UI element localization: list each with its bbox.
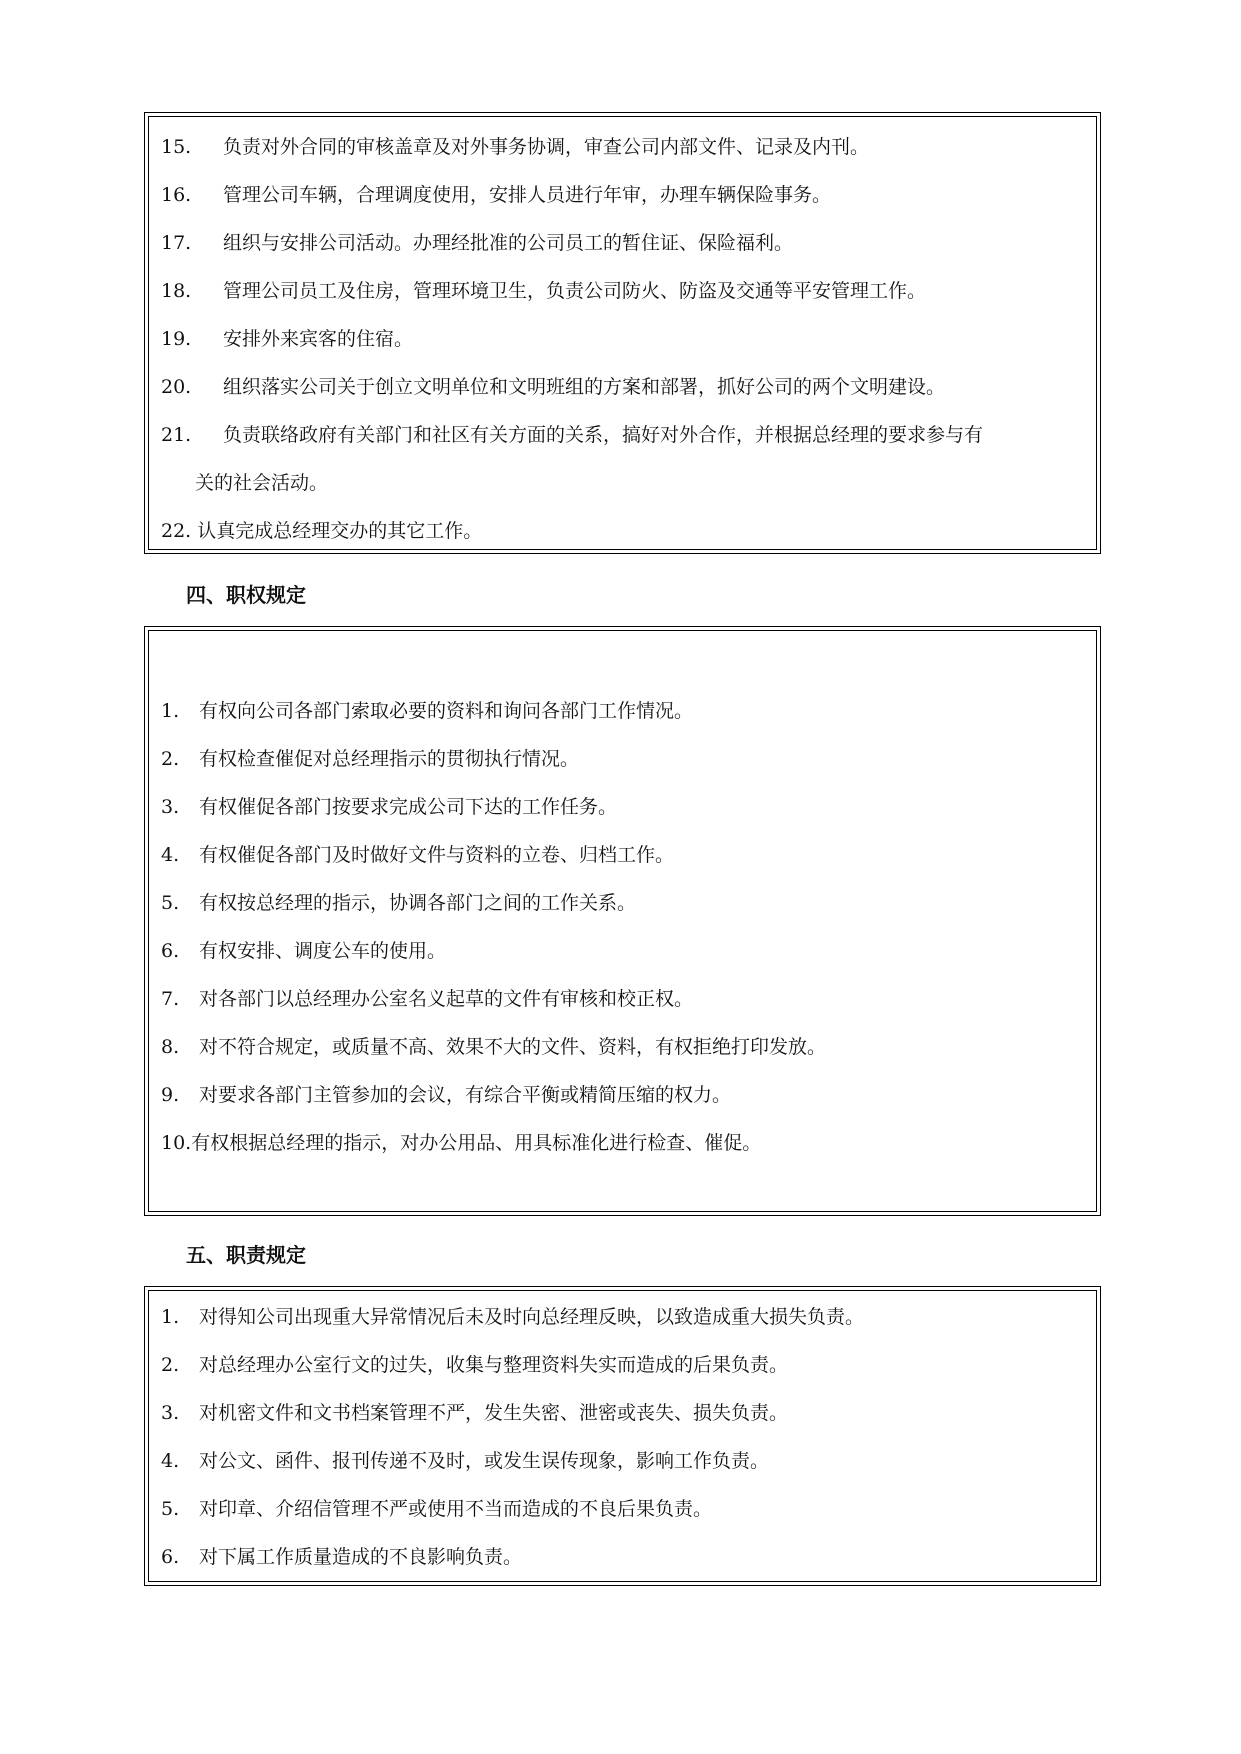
list-item <box>161 783 1088 831</box>
list-item <box>161 687 1088 735</box>
item-text: 管理公司车辆，合理调度使用，安排人员进行年审，办理车辆保险事务。 <box>223 184 832 206</box>
item-text: 对要求各部门主管参加的会议，有综合平衡或精简压缩的权力。 <box>199 1084 732 1106</box>
item-number: 17. <box>161 232 192 254</box>
list-item <box>161 831 1088 879</box>
item-text: 有权根据总经理的指示，对办公用品、用具标准化进行检查、催促。 <box>191 1132 762 1154</box>
item-text: 对各部门以总经理办公室名义起草的文件有审核和校正权。 <box>199 988 694 1010</box>
item-number: 6. <box>161 1546 180 1568</box>
item-text: 负责对外合同的审核盖章及对外事务协调，审查公司内部文件、记录及内刊。 <box>223 136 870 158</box>
list-item <box>161 315 1088 363</box>
item-number: 2. <box>161 1354 180 1376</box>
list-item <box>161 975 1088 1023</box>
item-number: 9. <box>161 1084 180 1106</box>
item-number: 5. <box>161 892 180 914</box>
list-item <box>161 1437 1088 1485</box>
list-item <box>161 1071 1088 1119</box>
list-item <box>161 1485 1088 1533</box>
list-item <box>161 1533 1088 1581</box>
item-number: 2. <box>161 748 180 770</box>
item-number: 21. <box>161 424 192 446</box>
section-heading-responsibility: 五、职责规定 <box>186 1243 306 1267</box>
list-item <box>161 1293 1088 1341</box>
list-item-continuation <box>195 459 1088 507</box>
list-item <box>161 735 1088 783</box>
item-number: 1. <box>161 1306 180 1328</box>
item-text: 对机密文件和文书档案管理不严，发生失密、泄密或丧失、损失负责。 <box>199 1402 789 1424</box>
item-text: 组织与安排公司活动。办理经批准的公司员工的暂住证、保险福利。 <box>223 232 794 254</box>
item-number: 18. <box>161 280 192 302</box>
item-text: 对总经理办公室行文的过失，收集与整理资料失实而造成的后果负责。 <box>199 1354 789 1376</box>
item-text: 认真完成总经理交办的其它工作。 <box>197 520 483 542</box>
item-text: 有权按总经理的指示，协调各部门之间的工作关系。 <box>199 892 637 914</box>
item-number: 4. <box>161 1450 180 1472</box>
item-text: 对印章、介绍信管理不严或使用不当而造成的不良后果负责。 <box>199 1498 713 1520</box>
item-text: 对不符合规定，或质量不高、效果不大的文件、资料，有权拒绝打印发放。 <box>199 1036 827 1058</box>
item-text: 管理公司员工及住房，管理环境卫生，负责公司防火、防盗及交通等平安管理工作。 <box>223 280 927 302</box>
item-number: 3. <box>161 1402 180 1424</box>
duties-list-box <box>148 116 1097 550</box>
list-item <box>161 267 1088 315</box>
list-item <box>161 363 1088 411</box>
item-number: 19. <box>161 328 192 350</box>
item-number: 3. <box>161 796 180 818</box>
section-heading-authority: 四、职权规定 <box>186 583 306 607</box>
item-text: 负责联络政府有关部门和社区有关方面的关系，搞好对外合作，并根据总经理的要求参与有 <box>223 424 984 446</box>
item-number: 16. <box>161 184 192 206</box>
list-item <box>161 219 1088 267</box>
item-text: 有权安排、调度公车的使用。 <box>199 940 447 962</box>
item-number: 1. <box>161 700 180 722</box>
list-item <box>161 1389 1088 1437</box>
list-item <box>161 123 1088 171</box>
item-number: 4. <box>161 844 180 866</box>
item-number: 22. <box>161 520 192 542</box>
list-item <box>161 879 1088 927</box>
list-item <box>161 1341 1088 1389</box>
list-item <box>161 1023 1088 1071</box>
item-text: 对下属工作质量造成的不良影响负责。 <box>199 1546 523 1568</box>
item-number: 6. <box>161 940 180 962</box>
item-text: 组织落实公司关于创立文明单位和文明班组的方案和部署，抓好公司的两个文明建设。 <box>223 376 946 398</box>
item-number: 20. <box>161 376 192 398</box>
item-number: 15. <box>161 136 192 158</box>
list-item <box>161 171 1088 219</box>
item-text: 对公文、函件、报刊传递不及时，或发生误传现象，影响工作负责。 <box>199 1450 770 1472</box>
item-text: 有权检查催促对总经理指示的贯彻执行情况。 <box>199 748 580 770</box>
item-number: 8. <box>161 1036 180 1058</box>
list-item <box>161 1119 1088 1167</box>
responsibility-list-box <box>148 1290 1097 1582</box>
list-item <box>161 507 1088 555</box>
item-number: 7. <box>161 988 180 1010</box>
item-number: 5. <box>161 1498 180 1520</box>
item-text: 安排外来宾客的住宿。 <box>223 328 414 350</box>
list-item <box>161 411 1088 459</box>
item-text: 有权向公司各部门索取必要的资料和询问各部门工作情况。 <box>199 700 694 722</box>
item-text: 对得知公司出现重大异常情况后未及时向总经理反映，以致造成重大损失负责。 <box>199 1306 865 1328</box>
list-item <box>161 927 1088 975</box>
item-text: 关的社会活动。 <box>195 472 329 494</box>
item-number: 10. <box>161 1132 192 1154</box>
item-text: 有权催促各部门及时做好文件与资料的立卷、归档工作。 <box>199 844 675 866</box>
authority-list-box <box>148 630 1097 1212</box>
item-text: 有权催促各部门按要求完成公司下达的工作任务。 <box>199 796 618 818</box>
